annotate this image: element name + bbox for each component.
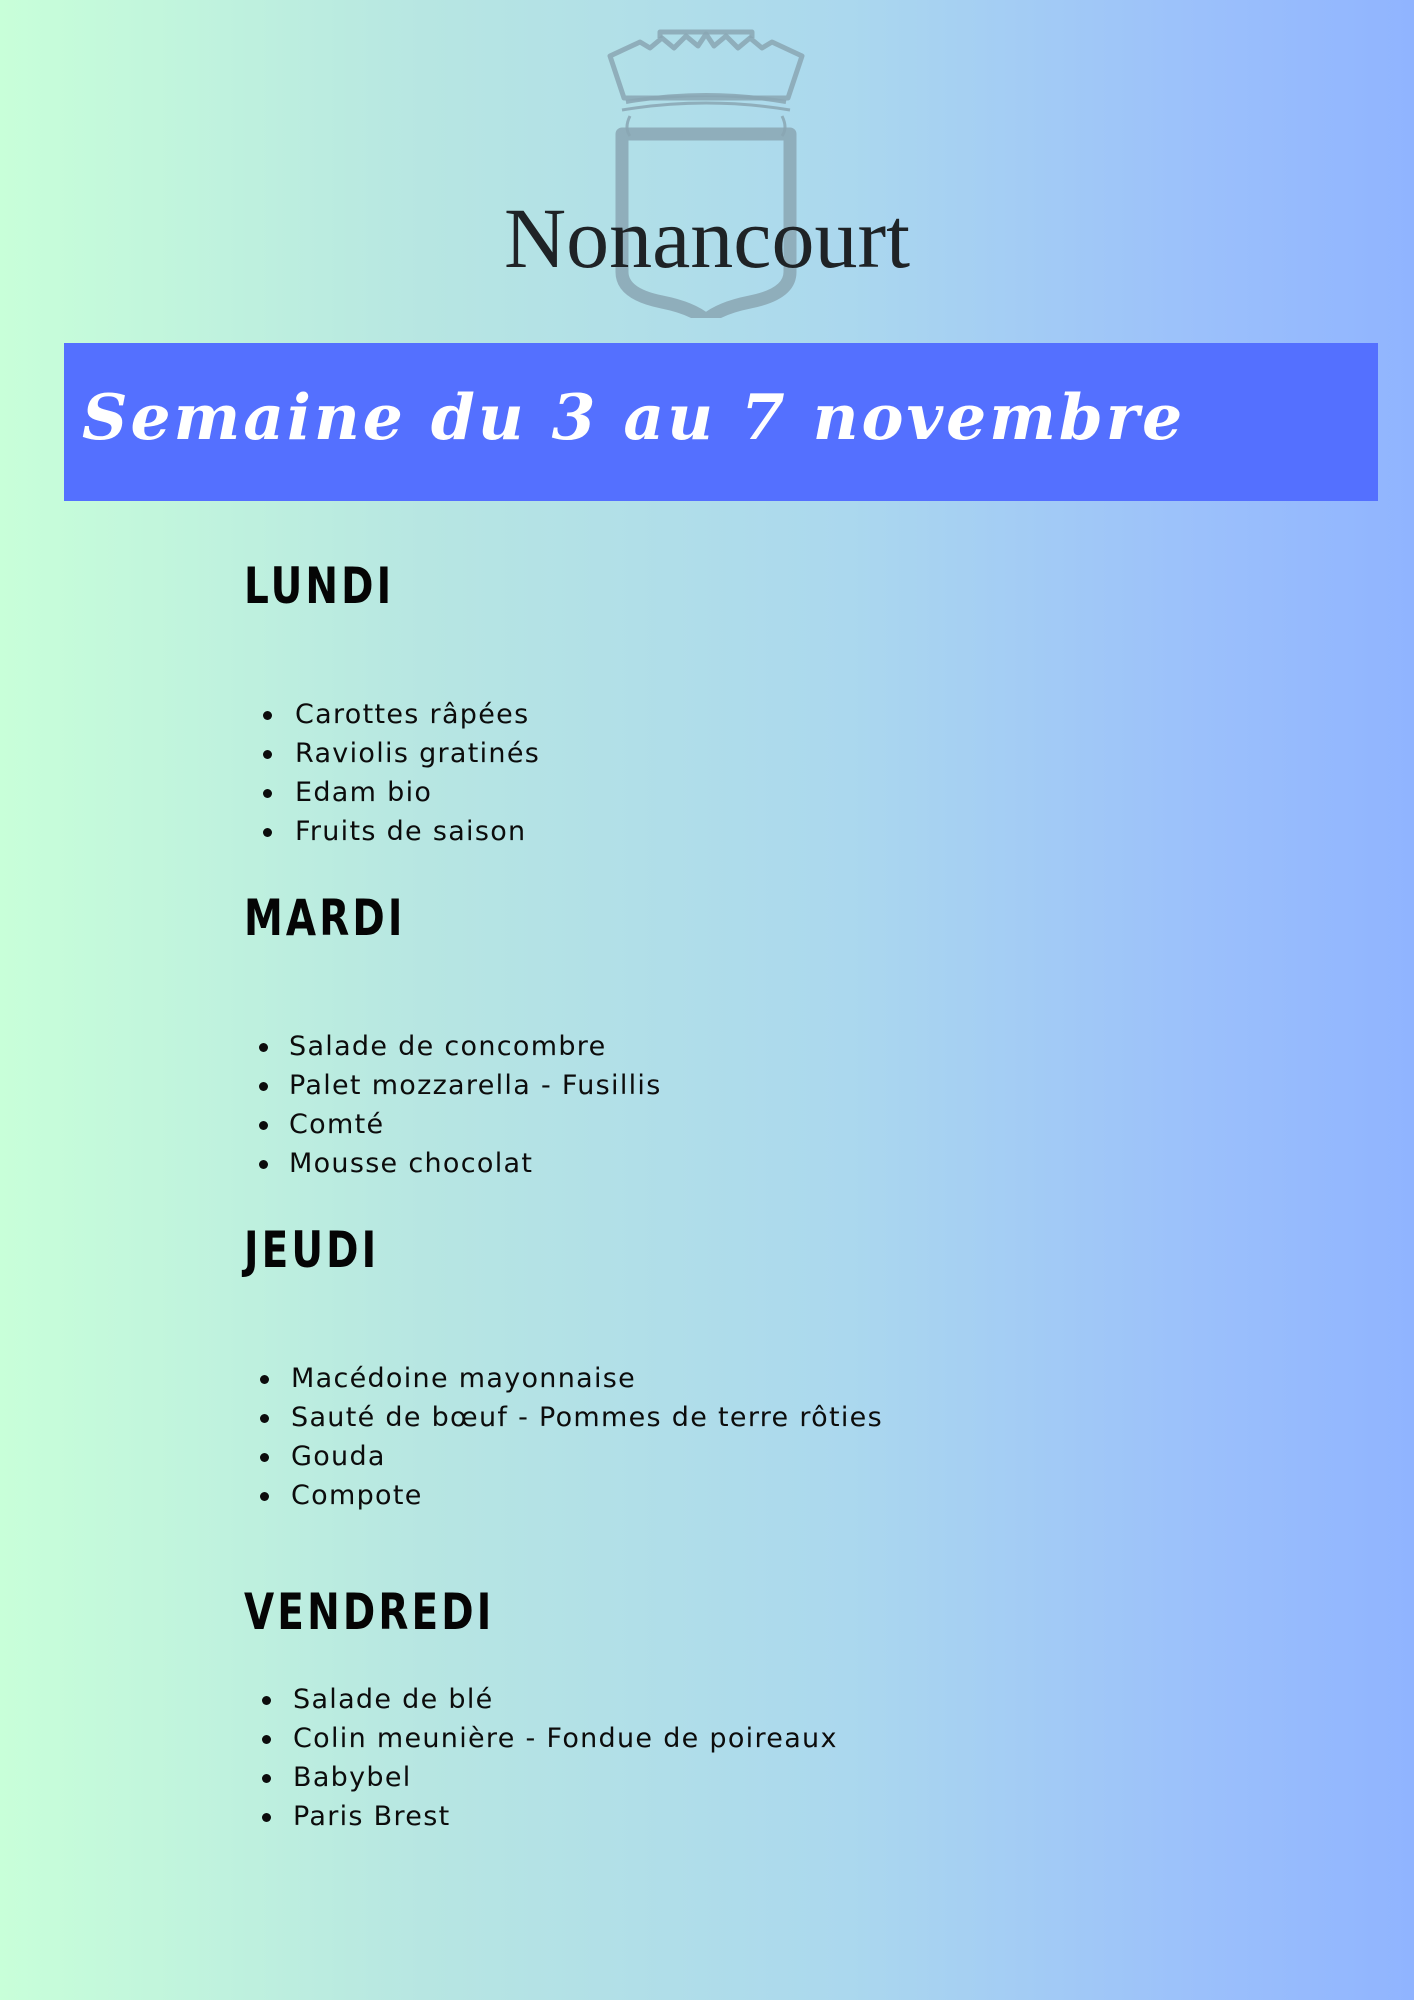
menu-list — [244, 1680, 838, 1836]
list-item — [244, 695, 540, 734]
item-text: Raviolis gratinés — [295, 738, 541, 769]
day-section-jeudi — [244, 1220, 883, 1515]
bullet-icon — [259, 1121, 268, 1130]
list-item — [244, 773, 540, 812]
item-text: Paris Brest — [293, 1801, 451, 1832]
menu-list — [244, 1027, 662, 1183]
item-text: Carottes râpées — [295, 699, 530, 730]
item-text: Palet mozzarella - Fusillis — [289, 1070, 662, 1101]
bullet-icon — [262, 1735, 271, 1744]
list-item — [244, 1797, 838, 1836]
bullet-icon — [263, 711, 272, 720]
day-title: VENDREDI — [244, 1583, 495, 1641]
list-item — [244, 1066, 662, 1105]
day-title: LUNDI — [244, 557, 395, 615]
list-item — [244, 1105, 662, 1144]
bullet-icon — [259, 1082, 268, 1091]
list-item — [244, 1144, 662, 1183]
item-text: Sauté de bœuf - Pommes de terre rôties — [291, 1402, 883, 1433]
bullet-icon — [260, 1414, 269, 1423]
item-text: Gouda — [291, 1441, 386, 1472]
bullet-icon — [263, 750, 272, 759]
bullet-icon — [262, 1696, 271, 1705]
bullet-icon — [259, 1043, 268, 1052]
day-section-vendredi — [244, 1582, 838, 1836]
day-section-mardi — [244, 888, 662, 1183]
list-item — [244, 1027, 662, 1066]
day-title: JEUDI — [244, 1221, 380, 1279]
list-item — [244, 812, 540, 851]
item-text: Edam bio — [295, 777, 433, 808]
item-text: Colin meunière - Fondue de poireaux — [293, 1723, 838, 1754]
town-name-text: Nonancourt — [504, 190, 910, 286]
list-item — [244, 1758, 838, 1797]
list-item — [244, 1437, 883, 1476]
week-banner — [64, 343, 1378, 501]
item-text: Salade de blé — [293, 1684, 494, 1715]
list-item — [244, 1476, 883, 1515]
bullet-icon — [260, 1492, 269, 1501]
day-title: MARDI — [244, 889, 406, 947]
menu-list — [244, 1359, 883, 1515]
bullet-icon — [263, 789, 272, 798]
list-item — [244, 734, 540, 773]
bullet-icon — [262, 1774, 271, 1783]
menu-list — [244, 695, 540, 851]
item-text: Comté — [289, 1109, 385, 1140]
item-text: Macédoine mayonnaise — [291, 1363, 637, 1394]
list-item — [244, 1719, 838, 1758]
item-text: Compote — [291, 1480, 423, 1511]
bullet-icon — [262, 1813, 271, 1822]
day-section-lundi — [244, 556, 540, 851]
bullet-icon — [260, 1453, 269, 1462]
item-text: Mousse chocolat — [289, 1148, 534, 1179]
item-text: Salade de concombre — [289, 1031, 607, 1062]
week-title: Semaine du 3 au 7 novembre — [82, 380, 1186, 454]
item-text: Fruits de saison — [295, 816, 527, 847]
list-item — [244, 1359, 883, 1398]
list-item — [244, 1680, 838, 1719]
bullet-icon — [263, 828, 272, 837]
bullet-icon — [259, 1160, 268, 1169]
town-name — [0, 188, 1414, 288]
bullet-icon — [260, 1375, 269, 1384]
list-item — [244, 1398, 883, 1437]
item-text: Babybel — [293, 1762, 412, 1793]
